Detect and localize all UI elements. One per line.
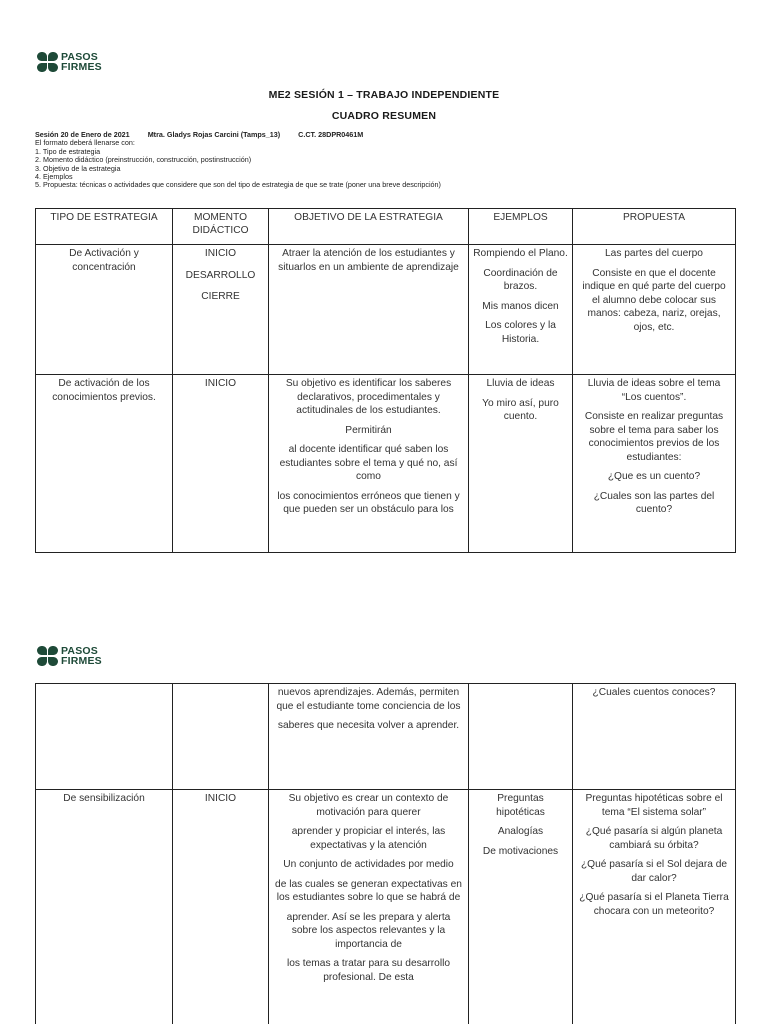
cell-ejemplos: [469, 375, 573, 553]
ejemplo-item: Preguntas hipotéticas: [496, 793, 545, 818]
ejemplo-item: Mis manos dicen: [482, 300, 559, 312]
ejemplo-item: Analogías: [497, 826, 544, 837]
pasos-firmes-logo: [37, 646, 102, 666]
cell-propuesta: [573, 684, 736, 790]
table-row: [36, 790, 736, 1024]
ejemplo-item: Yo miro así, puro cuento.: [482, 397, 559, 422]
header-tipo: TIPO DE ESTRATEGIA: [36, 209, 173, 245]
cell-tipo: De sensibilización: [36, 790, 173, 1024]
momento-item: DESARROLLO: [185, 269, 256, 281]
propuesta-item: Consiste en que el docente indique en qué parte del cuerpo el alumno debe colocar sus manos: cabeza, nariz, orejas, ojos, etc.: [582, 267, 726, 333]
cell-ejemplos: [469, 684, 573, 790]
propuesta-item: Preguntas hipotéticas sobre el tema “El sistema solar”: [585, 793, 723, 818]
propuesta-item: Consiste en realizar preguntas sobre el tema para saber los conocimientos previos de los estudiantes:: [584, 411, 724, 463]
ejemplo-item: Los colores y la Historia.: [485, 320, 556, 345]
instruction-line: 4. Ejemplos: [35, 172, 73, 182]
doc-subtitle: CUADRO RESUMEN: [331, 110, 437, 122]
objetivo-text: Permitirán: [345, 424, 392, 436]
instruction-line: 3. Objetivo de la estrategia: [35, 163, 121, 173]
propuesta-item: ¿Que es un cuento?: [607, 471, 701, 482]
cell-propuesta: [573, 375, 736, 553]
header-objetivo: OBJETIVO DE LA ESTRATEGIA: [269, 209, 469, 245]
propuesta-item: ¿Qué pasaría si algún planeta cambiará su órbita?: [585, 826, 723, 851]
propuesta-item: ¿Cuales cuentos conoces?: [592, 687, 716, 698]
logo-mark-icon: [37, 52, 58, 72]
header-ejemplos: EJEMPLOS: [469, 209, 573, 245]
ejemplo-item: Rompiendo el Plano.: [473, 248, 568, 259]
objetivo-text: nuevos aprendizajes. Además, permiten que el estudiante tome conciencia de los: [276, 687, 461, 712]
cell-tipo: De activación de los conocimientos previos.: [36, 375, 173, 553]
objetivo-text: Su objetivo es crear un contexto de motivación para querer: [288, 793, 449, 818]
table-header-row: [36, 209, 736, 245]
doc-meta: [35, 131, 735, 190]
doc-title: ME2 SESIÓN 1 – TRABAJO INDEPENDIENTE: [268, 89, 500, 101]
objetivo-text: los temas a tratar para su desarrollo profesional. De esta: [286, 958, 451, 983]
teacher-name: Mtra. Gladys Rojas Carcini (Tamps_13): [147, 130, 281, 139]
cell-ejemplos: [469, 245, 573, 375]
objetivo-text: aprender. Así se les prepara y alerta sobre los aspectos relevantes y la importancia de: [286, 911, 451, 950]
instruction-line: 1. Tipo de estrategia: [35, 146, 101, 156]
objetivo-text: los conocimientos erróneos que tienen y que pueden ser un obstáculo para los: [277, 490, 460, 515]
propuesta-item: ¿Qué pasaría si el Planeta Tierra chocara con un meteorito?: [579, 892, 729, 917]
objetivo-text: Un conjunto de actividades por medio: [283, 859, 454, 870]
objetivo-text: saberes que necesita volver a aprender.: [277, 720, 460, 731]
logo-line2: FIRMES: [61, 61, 102, 73]
instruction-line: 5. Propuesta: técnicas o actividades que considere que son del tipo de estrategia de que se trate (poner una breve descripción): [35, 180, 441, 190]
pasos-firmes-logo: [37, 52, 102, 72]
table-row: [36, 684, 736, 790]
table-row: [36, 375, 736, 553]
logo-line1: PASOS: [61, 51, 98, 63]
cell-objetivo: [269, 375, 469, 553]
cell-propuesta: [573, 245, 736, 375]
cell-objetivo: [269, 245, 469, 375]
momento-item: INICIO: [204, 793, 237, 804]
header-propuesta: PROPUESTA: [573, 209, 736, 245]
instruction-line: 2. Momento didáctico (preinstrucción, construcción, postinstrucción): [35, 155, 252, 165]
strategy-table-page2: [35, 683, 736, 1024]
ejemplo-item: De motivaciones: [482, 845, 559, 857]
strategy-table-page1: [35, 208, 736, 553]
logo-line1: PASOS: [61, 645, 98, 657]
cell-objetivo: [269, 790, 469, 1024]
momento-item: INICIO: [204, 378, 237, 389]
instruction-line: El formato deberá llenarse con:: [35, 138, 135, 148]
cell-ejemplos: [469, 790, 573, 1024]
objetivo-text: al docente identificar qué saben los estudiantes sobre el tema y qué no, así como: [279, 444, 458, 482]
session-date: Sesión 20 de Enero de 2021: [35, 130, 130, 139]
cell-momento: [173, 684, 269, 790]
momento-item: INICIO: [204, 248, 237, 259]
cell-momento: [173, 790, 269, 1024]
table-row: [36, 245, 736, 375]
propuesta-item: ¿Cuales son las partes del cuento?: [593, 490, 715, 515]
logo-line2: FIRMES: [61, 655, 102, 667]
cell-tipo: De Activación y concentración: [36, 245, 173, 375]
cell-tipo: [36, 684, 173, 790]
ejemplo-item: Coordinación de brazos.: [483, 267, 558, 292]
propuesta-item: Lluvia de ideas sobre el tema “Los cuentos”.: [587, 378, 721, 403]
momento-item: CIERRE: [201, 291, 240, 302]
cct-code: C.CT. 28DPR0461M: [298, 130, 364, 139]
cell-momento: [173, 245, 269, 375]
logo-mark-icon: [37, 646, 58, 666]
objetivo-text: Su objetivo es identificar los saberes declarativos, procedimentales y actitudinales de los estudiantes.: [285, 378, 452, 416]
objetivo-text: de las cuales se generan expectativas en los estudiantes sobre lo que se habrá de: [275, 878, 462, 903]
cell-propuesta: [573, 790, 736, 1024]
cell-momento: [173, 375, 269, 553]
cell-objetivo: [269, 684, 469, 790]
ejemplo-item: Lluvia de ideas: [486, 378, 555, 389]
propuesta-item: Las partes del cuerpo: [605, 248, 703, 259]
objetivo-text: aprender y propiciar el interés, las expectativas y la atención: [291, 826, 446, 851]
objetivo-text: Atraer la atención de los estudiantes y situarlos en un ambiente de aprendizaje: [278, 248, 459, 273]
header-momento: MOMENTO DIDÁCTICO: [173, 209, 269, 245]
propuesta-item: ¿Qué pasaría si el Sol dejara de dar calor?: [580, 859, 728, 884]
